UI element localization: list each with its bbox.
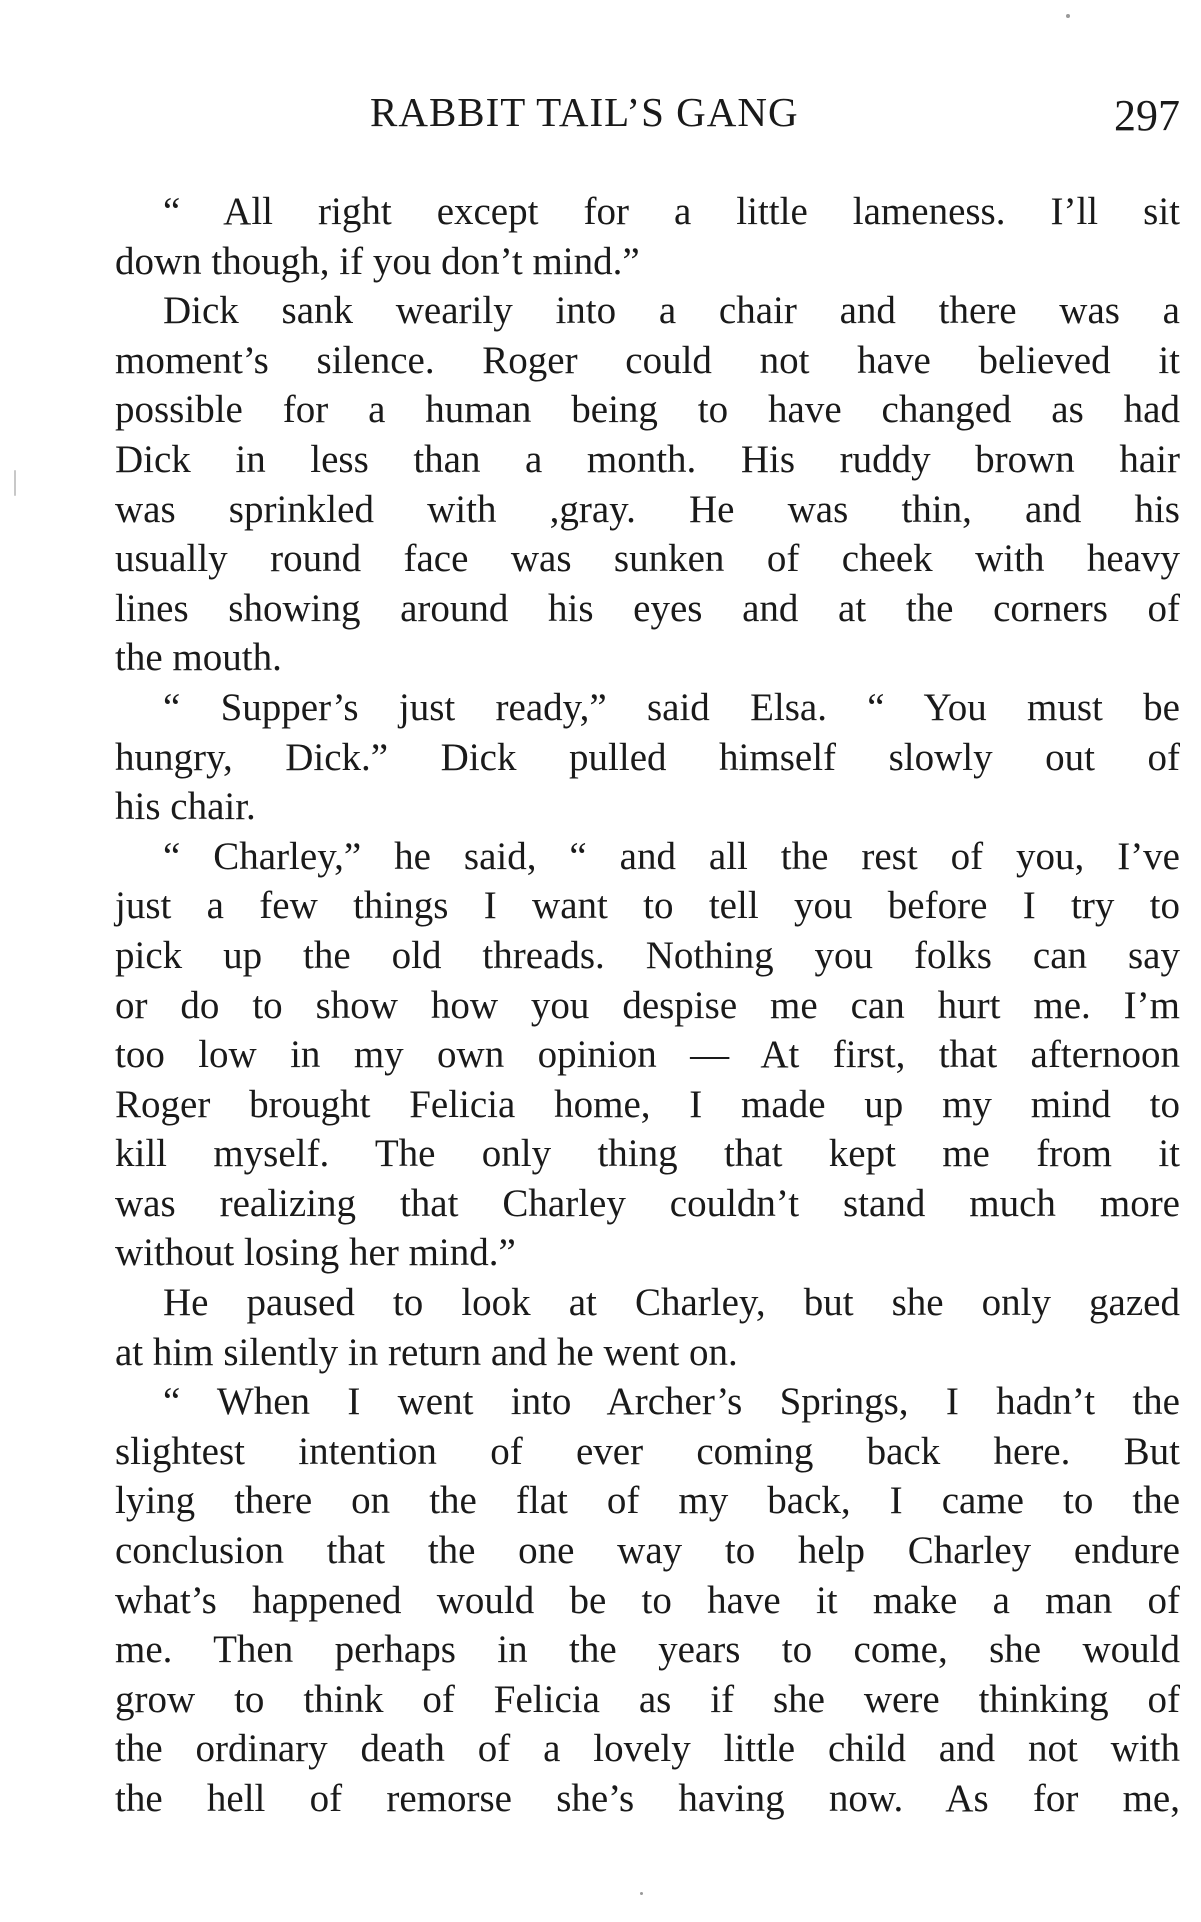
text-line: “ All right except for a little lameness. I’ll sit [163, 190, 1180, 233]
text-line: what’s happened would be to have it make a man of [115, 1578, 1180, 1622]
text-line: me. Then perhaps in the years to come, she would [115, 1628, 1180, 1672]
text-line: “ When I went into Archer’s Springs, I hadn’t the [163, 1380, 1180, 1424]
text-line: at him silently in return and he went on. [115, 1330, 738, 1374]
text-line: was realizing that Charley couldn’t stand much more [115, 1181, 1180, 1225]
scan-speck [1066, 14, 1070, 18]
scan-speck [640, 1892, 643, 1895]
text-line: down though, if you don’t mind.” [115, 239, 640, 283]
text-line: hungry, Dick.” Dick pulled himself slowly out of [115, 735, 1180, 779]
page-number: 297 [1114, 91, 1180, 140]
text-line: the mouth. [115, 636, 282, 680]
running-head [115, 88, 1180, 148]
text-line: moment’s silence. Roger could not have believed it [115, 338, 1180, 382]
text-line: possible for a human being to have changed as had [115, 388, 1180, 432]
text-line: just a few things I want to tell you before I try to [115, 884, 1180, 928]
text-line: “ Charley,” he said, “ and all the rest of you, I’ve [163, 834, 1180, 878]
text-line: his chair. [115, 785, 256, 829]
text-line: slightest intention of ever coming back here. But [115, 1429, 1180, 1473]
text-line: the hell of remorse she’s having now. As for me, [115, 1777, 1180, 1820]
text-line: or do to show how you despise me can hurt me. I’m [115, 983, 1180, 1027]
text-line: Dick sank wearily into a chair and there was a [163, 289, 1180, 333]
text-line: Roger brought Felicia home, I made up my mind to [115, 1082, 1180, 1126]
text-line: He paused to look at Charley, but she only gazed [163, 1281, 1180, 1325]
running-title: RABBIT TAIL’S GANG [370, 89, 799, 135]
text-line: kill myself. The only thing that kept me from it [115, 1132, 1180, 1176]
text-line: the ordinary death of a lovely little child and not with [115, 1727, 1180, 1771]
text-line: lines showing around his eyes and at the corners of [115, 586, 1180, 630]
text-line: Dick in less than a month. His ruddy brown hair [115, 437, 1180, 481]
text-line: lying there on the flat of my back, I came to the [115, 1479, 1180, 1523]
text-line: too low in my own opinion — At first, that afternoon [115, 1033, 1180, 1077]
text-line: “ Supper’s just ready,” said Elsa. “ You must be [163, 685, 1180, 729]
scan-speck [14, 470, 16, 496]
text-line: was sprinkled with ,gray. He was thin, and his [115, 487, 1180, 531]
text-line: grow to think of Felicia as if she were thinking of [115, 1677, 1180, 1721]
text-line: conclusion that the one way to help Charley endure [115, 1529, 1180, 1573]
text-line: without losing her mind.” [115, 1231, 516, 1275]
body-text [115, 187, 1180, 1824]
text-line: usually round face was sunken of cheek with heavy [115, 537, 1180, 581]
text-line: pick up the old threads. Nothing you folks can say [115, 933, 1180, 977]
